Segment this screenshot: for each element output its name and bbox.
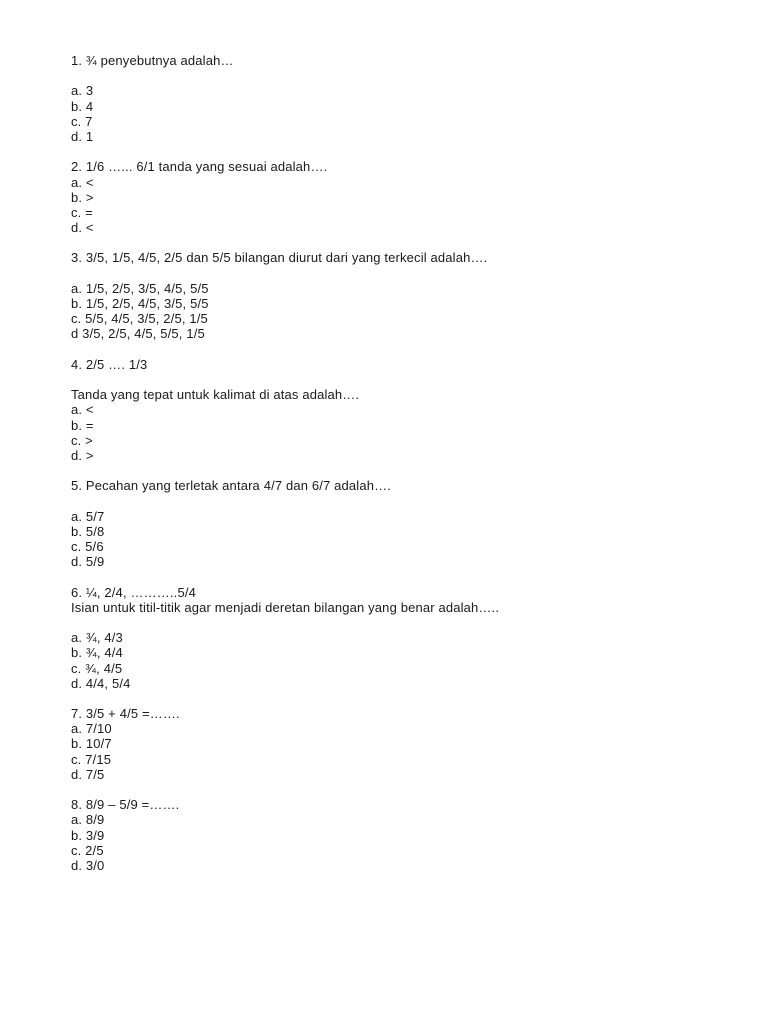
option-c: c. 5/5, 4/5, 3/5, 2/5, 1/5 <box>71 311 208 327</box>
option-b: b. 1/5, 2/5, 4/5, 3/5, 5/5 <box>71 296 209 311</box>
spacer <box>71 266 751 281</box>
question-subprompt: Isian untuk titil-titik agar menjadi deretan bilangan yang benar adalah….. <box>71 599 500 615</box>
option-d: d. 5/9 <box>71 554 105 570</box>
question-prompt: 1. ¾ penyebutnya adalah… <box>71 53 234 68</box>
option-b: b. 3/9 <box>71 827 105 843</box>
option-c: c. 2/5 <box>71 842 104 858</box>
spacer <box>71 68 751 83</box>
question-subprompt: Tanda yang tepat untuk kalimat di atas adalah…. <box>71 387 360 403</box>
question-prompt: 5. Pecahan yang terletak antara 4/7 dan 6/7 adalah…. <box>71 478 392 494</box>
option-c: c. 7 <box>71 113 93 129</box>
spacer <box>71 615 751 630</box>
option-b: b. 5/8 <box>71 523 105 539</box>
spacer <box>71 691 751 706</box>
option-b: b. > <box>71 189 94 205</box>
option-d: d 3/5, 2/5, 4/5, 5/5, 1/5 <box>71 326 205 342</box>
option-b: b. ¾, 4/4 <box>71 645 123 661</box>
option-a: a. 1/5, 2/5, 3/5, 4/5, 5/5 <box>71 280 209 296</box>
option-a: a. 7/10 <box>71 721 112 737</box>
option-b: b. 10/7 <box>71 736 112 752</box>
question-prompt: 7. 3/5 + 4/5 =……. <box>71 706 180 722</box>
option-d: d. < <box>71 220 94 236</box>
option-c: c. 5/6 <box>71 539 104 554</box>
option-a: a. 8/9 <box>71 812 105 828</box>
question-3 <box>71 250 751 341</box>
spacer <box>71 569 751 584</box>
option-a: a. 5/7 <box>71 508 105 524</box>
question-4 <box>71 357 751 463</box>
option-d: d. 1 <box>71 128 94 144</box>
question-prompt: 3. 3/5, 1/5, 4/5, 2/5 dan 5/5 bilangan diurut dari yang terkecil adalah…. <box>71 250 488 266</box>
spacer <box>71 342 751 357</box>
question-prompt: 2. 1/6 …... 6/1 tanda yang sesuai adalah…. <box>71 159 328 175</box>
question-2 <box>71 159 751 235</box>
question-7 <box>71 706 751 782</box>
option-c: c. ¾, 4/5 <box>71 660 123 676</box>
option-d: d. 7/5 <box>71 766 105 782</box>
question-prompt: 8. 8/9 – 5/9 =……. <box>71 797 180 813</box>
option-a: a. ¾, 4/3 <box>71 630 123 646</box>
option-c: c. > <box>71 432 93 448</box>
option-d: d. 3/0 <box>71 857 105 873</box>
option-c: c. = <box>71 204 93 220</box>
spacer <box>71 463 751 478</box>
option-c: c. 7/15 <box>71 751 112 767</box>
spacer <box>71 782 751 797</box>
worksheet-document <box>71 53 751 873</box>
option-a: a. < <box>71 402 94 418</box>
question-8 <box>71 797 751 873</box>
option-a: a. < <box>71 174 94 190</box>
question-1 <box>71 53 751 144</box>
option-b: b. = <box>71 417 94 433</box>
question-5 <box>71 478 751 569</box>
spacer <box>71 235 751 250</box>
question-prompt: 4. 2/5 …. 1/3 <box>71 356 148 372</box>
spacer <box>71 372 751 387</box>
option-b: b. 4 <box>71 98 94 114</box>
question-6 <box>71 585 751 691</box>
spacer <box>71 144 751 159</box>
question-prompt: 6. ¼, 2/4, ………..5/4 <box>71 584 196 600</box>
option-a: a. 3 <box>71 83 94 99</box>
spacer <box>71 493 751 508</box>
option-d: d. > <box>71 447 94 463</box>
option-d: d. 4/4, 5/4 <box>71 675 131 691</box>
